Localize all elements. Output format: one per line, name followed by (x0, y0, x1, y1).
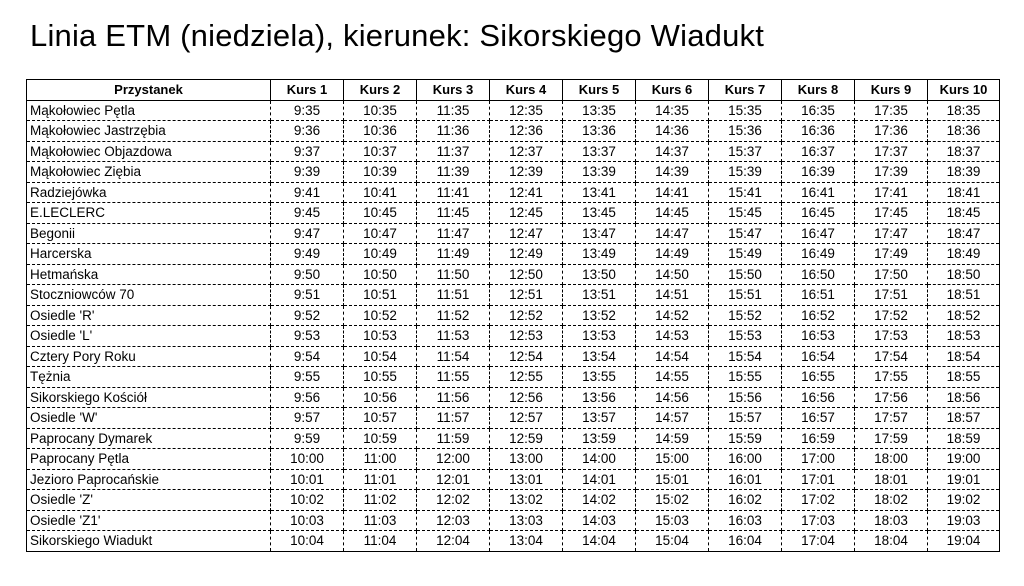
departure-time-cell: 14:56 (636, 387, 709, 408)
departure-time-cell: 16:04 (709, 531, 782, 552)
column-header-run-10: Kurs 10 (928, 80, 1000, 101)
column-header-run-7: Kurs 7 (709, 80, 782, 101)
departure-time-cell: 14:04 (563, 531, 636, 552)
departure-time-cell: 17:37 (855, 141, 928, 162)
departure-time-cell: 16:50 (782, 264, 855, 285)
departure-time-cell: 15:41 (709, 182, 782, 203)
departure-time-cell: 16:47 (782, 223, 855, 244)
departure-time-cell: 11:47 (417, 223, 490, 244)
stop-name-cell: Osiedle 'Z1' (27, 510, 271, 531)
departure-time-cell: 11:37 (417, 141, 490, 162)
departure-time-cell: 12:02 (417, 490, 490, 511)
departure-time-cell: 9:39 (271, 162, 344, 183)
departure-time-cell: 19:04 (928, 531, 1000, 552)
departure-time-cell: 18:57 (928, 408, 1000, 429)
departure-time-cell: 15:51 (709, 285, 782, 306)
departure-time-cell: 10:57 (344, 408, 417, 429)
departure-time-cell: 9:45 (271, 203, 344, 224)
departure-time-cell: 11:01 (344, 469, 417, 490)
departure-time-cell: 12:57 (490, 408, 563, 429)
departure-time-cell: 15:39 (709, 162, 782, 183)
departure-time-cell: 11:41 (417, 182, 490, 203)
stop-name-cell: Radziejówka (27, 182, 271, 203)
departure-time-cell: 18:47 (928, 223, 1000, 244)
stop-name-cell: Harcerska (27, 244, 271, 265)
departure-time-cell: 13:56 (563, 387, 636, 408)
departure-time-cell: 14:00 (563, 449, 636, 470)
table-row (27, 100, 1000, 121)
timetable-header (27, 80, 1000, 101)
departure-time-cell: 9:52 (271, 305, 344, 326)
header-row (27, 80, 1000, 101)
departure-time-cell: 10:45 (344, 203, 417, 224)
departure-time-cell: 13:53 (563, 326, 636, 347)
departure-time-cell: 14:41 (636, 182, 709, 203)
departure-time-cell: 12:55 (490, 367, 563, 388)
departure-time-cell: 17:49 (855, 244, 928, 265)
departure-time-cell: 13:57 (563, 408, 636, 429)
departure-time-cell: 14:57 (636, 408, 709, 429)
stop-name-cell: Sikorskiego Wiadukt (27, 531, 271, 552)
departure-time-cell: 19:02 (928, 490, 1000, 511)
departure-time-cell: 13:54 (563, 346, 636, 367)
departure-time-cell: 18:01 (855, 469, 928, 490)
departure-time-cell: 11:00 (344, 449, 417, 470)
departure-time-cell: 17:02 (782, 490, 855, 511)
departure-time-cell: 9:57 (271, 408, 344, 429)
departure-time-cell: 15:36 (709, 121, 782, 142)
departure-time-cell: 10:47 (344, 223, 417, 244)
departure-time-cell: 14:35 (636, 100, 709, 121)
departure-time-cell: 13:37 (563, 141, 636, 162)
table-row (27, 182, 1000, 203)
departure-time-cell: 9:37 (271, 141, 344, 162)
stop-name-cell: Mąkołowiec Ziębia (27, 162, 271, 183)
departure-time-cell: 16:41 (782, 182, 855, 203)
departure-time-cell: 17:56 (855, 387, 928, 408)
departure-time-cell: 18:53 (928, 326, 1000, 347)
table-row (27, 203, 1000, 224)
departure-time-cell: 15:01 (636, 469, 709, 490)
departure-time-cell: 17:53 (855, 326, 928, 347)
departure-time-cell: 13:00 (490, 449, 563, 470)
departure-time-cell: 13:01 (490, 469, 563, 490)
departure-time-cell: 9:54 (271, 346, 344, 367)
departure-time-cell: 17:47 (855, 223, 928, 244)
departure-time-cell: 15:47 (709, 223, 782, 244)
departure-time-cell: 10:03 (271, 510, 344, 531)
departure-time-cell: 10:00 (271, 449, 344, 470)
departure-time-cell: 14:49 (636, 244, 709, 265)
departure-time-cell: 17:35 (855, 100, 928, 121)
departure-time-cell: 18:37 (928, 141, 1000, 162)
departure-time-cell: 13:36 (563, 121, 636, 142)
departure-time-cell: 14:54 (636, 346, 709, 367)
departure-time-cell: 12:35 (490, 100, 563, 121)
departure-time-cell: 10:59 (344, 428, 417, 449)
column-header-stop: Przystanek (27, 80, 271, 101)
departure-time-cell: 12:59 (490, 428, 563, 449)
table-row (27, 408, 1000, 429)
departure-time-cell: 16:52 (782, 305, 855, 326)
departure-time-cell: 9:41 (271, 182, 344, 203)
departure-time-cell: 14:36 (636, 121, 709, 142)
departure-time-cell: 11:52 (417, 305, 490, 326)
departure-time-cell: 15:35 (709, 100, 782, 121)
stop-name-cell: Jezioro Paprocańskie (27, 469, 271, 490)
departure-time-cell: 13:51 (563, 285, 636, 306)
departure-time-cell: 10:41 (344, 182, 417, 203)
departure-time-cell: 11:54 (417, 346, 490, 367)
departure-time-cell: 14:39 (636, 162, 709, 183)
departure-time-cell: 16:57 (782, 408, 855, 429)
departure-time-cell: 15:37 (709, 141, 782, 162)
column-header-run-3: Kurs 3 (417, 80, 490, 101)
table-row (27, 326, 1000, 347)
stop-name-cell: Osiedle 'L' (27, 326, 271, 347)
departure-time-cell: 10:56 (344, 387, 417, 408)
departure-time-cell: 14:37 (636, 141, 709, 162)
stop-name-cell: Osiedle 'W' (27, 408, 271, 429)
departure-time-cell: 18:02 (855, 490, 928, 511)
departure-time-cell: 17:52 (855, 305, 928, 326)
departure-time-cell: 13:50 (563, 264, 636, 285)
departure-time-cell: 12:36 (490, 121, 563, 142)
departure-time-cell: 12:54 (490, 346, 563, 367)
departure-time-cell: 15:55 (709, 367, 782, 388)
departure-time-cell: 16:49 (782, 244, 855, 265)
departure-time-cell: 15:56 (709, 387, 782, 408)
table-row (27, 346, 1000, 367)
departure-time-cell: 11:49 (417, 244, 490, 265)
column-header-run-1: Kurs 1 (271, 80, 344, 101)
departure-time-cell: 9:53 (271, 326, 344, 347)
departure-time-cell: 13:41 (563, 182, 636, 203)
departure-time-cell: 16:59 (782, 428, 855, 449)
departure-time-cell: 18:54 (928, 346, 1000, 367)
departure-time-cell: 14:01 (563, 469, 636, 490)
departure-time-cell: 10:01 (271, 469, 344, 490)
departure-time-cell: 17:36 (855, 121, 928, 142)
departure-time-cell: 12:01 (417, 469, 490, 490)
departure-time-cell: 18:00 (855, 449, 928, 470)
departure-time-cell: 12:50 (490, 264, 563, 285)
departure-time-cell: 13:55 (563, 367, 636, 388)
departure-time-cell: 18:55 (928, 367, 1000, 388)
departure-time-cell: 13:49 (563, 244, 636, 265)
departure-time-cell: 16:54 (782, 346, 855, 367)
table-row (27, 223, 1000, 244)
departure-time-cell: 10:49 (344, 244, 417, 265)
departure-time-cell: 10:50 (344, 264, 417, 285)
table-row (27, 387, 1000, 408)
table-row (27, 367, 1000, 388)
departure-time-cell: 18:03 (855, 510, 928, 531)
departure-time-cell: 10:35 (344, 100, 417, 121)
departure-time-cell: 17:01 (782, 469, 855, 490)
departure-time-cell: 9:51 (271, 285, 344, 306)
departure-time-cell: 11:45 (417, 203, 490, 224)
column-header-run-9: Kurs 9 (855, 80, 928, 101)
departure-time-cell: 16:01 (709, 469, 782, 490)
departure-time-cell: 18:04 (855, 531, 928, 552)
table-row (27, 449, 1000, 470)
departure-time-cell: 17:57 (855, 408, 928, 429)
stop-name-cell: Tężnia (27, 367, 271, 388)
departure-time-cell: 10:37 (344, 141, 417, 162)
departure-time-cell: 11:57 (417, 408, 490, 429)
table-row (27, 531, 1000, 552)
departure-time-cell: 14:51 (636, 285, 709, 306)
column-header-run-4: Kurs 4 (490, 80, 563, 101)
departure-time-cell: 10:02 (271, 490, 344, 511)
departure-time-cell: 9:47 (271, 223, 344, 244)
departure-time-cell: 13:04 (490, 531, 563, 552)
departure-time-cell: 17:45 (855, 203, 928, 224)
departure-time-cell: 17:59 (855, 428, 928, 449)
departure-time-cell: 18:41 (928, 182, 1000, 203)
departure-time-cell: 16:36 (782, 121, 855, 142)
departure-time-cell: 11:03 (344, 510, 417, 531)
departure-time-cell: 13:35 (563, 100, 636, 121)
table-row (27, 121, 1000, 142)
departure-time-cell: 15:54 (709, 346, 782, 367)
departure-time-cell: 17:03 (782, 510, 855, 531)
departure-time-cell: 18:56 (928, 387, 1000, 408)
departure-time-cell: 18:39 (928, 162, 1000, 183)
departure-time-cell: 15:49 (709, 244, 782, 265)
table-row (27, 244, 1000, 265)
departure-time-cell: 18:51 (928, 285, 1000, 306)
table-row (27, 469, 1000, 490)
table-row (27, 490, 1000, 511)
stop-name-cell: Osiedle 'Z' (27, 490, 271, 511)
departure-time-cell: 15:50 (709, 264, 782, 285)
departure-time-cell: 12:00 (417, 449, 490, 470)
departure-time-cell: 11:35 (417, 100, 490, 121)
departure-time-cell: 16:39 (782, 162, 855, 183)
departure-time-cell: 12:49 (490, 244, 563, 265)
departure-time-cell: 15:53 (709, 326, 782, 347)
departure-time-cell: 17:41 (855, 182, 928, 203)
departure-time-cell: 16:56 (782, 387, 855, 408)
departure-time-cell: 10:55 (344, 367, 417, 388)
departure-time-cell: 13:52 (563, 305, 636, 326)
departure-time-cell: 17:54 (855, 346, 928, 367)
departure-time-cell: 10:54 (344, 346, 417, 367)
departure-time-cell: 17:39 (855, 162, 928, 183)
departure-time-cell: 14:59 (636, 428, 709, 449)
page-title: Linia ETM (niedziela), kierunek: Sikorskiego Wiadukt (30, 18, 765, 53)
departure-time-cell: 14:55 (636, 367, 709, 388)
departure-time-cell: 12:47 (490, 223, 563, 244)
departure-time-cell: 18:45 (928, 203, 1000, 224)
table-row (27, 162, 1000, 183)
departure-time-cell: 11:02 (344, 490, 417, 511)
table-row (27, 141, 1000, 162)
departure-time-cell: 18:50 (928, 264, 1000, 285)
departure-time-cell: 11:55 (417, 367, 490, 388)
departure-time-cell: 12:51 (490, 285, 563, 306)
timetable-body (27, 100, 1000, 551)
departure-time-cell: 16:51 (782, 285, 855, 306)
departure-time-cell: 16:03 (709, 510, 782, 531)
departure-time-cell: 12:37 (490, 141, 563, 162)
column-header-run-2: Kurs 2 (344, 80, 417, 101)
departure-time-cell: 14:45 (636, 203, 709, 224)
departure-time-cell: 12:41 (490, 182, 563, 203)
departure-time-cell: 19:01 (928, 469, 1000, 490)
departure-time-cell: 10:39 (344, 162, 417, 183)
departure-time-cell: 17:50 (855, 264, 928, 285)
departure-time-cell: 10:36 (344, 121, 417, 142)
departure-time-cell: 14:52 (636, 305, 709, 326)
departure-time-cell: 12:52 (490, 305, 563, 326)
departure-time-cell: 11:36 (417, 121, 490, 142)
table-row (27, 305, 1000, 326)
departure-time-cell: 13:02 (490, 490, 563, 511)
departure-time-cell: 9:50 (271, 264, 344, 285)
stop-name-cell: Hetmańska (27, 264, 271, 285)
departure-time-cell: 16:02 (709, 490, 782, 511)
stop-name-cell: Begonii (27, 223, 271, 244)
stop-name-cell: Osiedle 'R' (27, 305, 271, 326)
departure-time-cell: 18:49 (928, 244, 1000, 265)
departure-time-cell: 18:59 (928, 428, 1000, 449)
departure-time-cell: 13:59 (563, 428, 636, 449)
departure-time-cell: 12:04 (417, 531, 490, 552)
departure-time-cell: 16:37 (782, 141, 855, 162)
departure-time-cell: 11:50 (417, 264, 490, 285)
departure-time-cell: 15:59 (709, 428, 782, 449)
departure-time-cell: 13:47 (563, 223, 636, 244)
table-row (27, 264, 1000, 285)
departure-time-cell: 10:51 (344, 285, 417, 306)
departure-time-cell: 9:55 (271, 367, 344, 388)
departure-time-cell: 14:47 (636, 223, 709, 244)
departure-time-cell: 10:52 (344, 305, 417, 326)
departure-time-cell: 12:45 (490, 203, 563, 224)
departure-time-cell: 12:56 (490, 387, 563, 408)
departure-time-cell: 11:56 (417, 387, 490, 408)
departure-time-cell: 12:39 (490, 162, 563, 183)
departure-time-cell: 12:53 (490, 326, 563, 347)
stop-name-cell: Mąkołowiec Jastrzębia (27, 121, 271, 142)
departure-time-cell: 15:52 (709, 305, 782, 326)
departure-time-cell: 15:02 (636, 490, 709, 511)
departure-time-cell: 15:03 (636, 510, 709, 531)
departure-time-cell: 17:04 (782, 531, 855, 552)
departure-time-cell: 11:39 (417, 162, 490, 183)
table-row (27, 285, 1000, 306)
departure-time-cell: 16:55 (782, 367, 855, 388)
column-header-run-6: Kurs 6 (636, 80, 709, 101)
departure-time-cell: 17:00 (782, 449, 855, 470)
departure-time-cell: 9:49 (271, 244, 344, 265)
departure-time-cell: 15:45 (709, 203, 782, 224)
stop-name-cell: Paprocany Dymarek (27, 428, 271, 449)
departure-time-cell: 11:53 (417, 326, 490, 347)
departure-time-cell: 14:50 (636, 264, 709, 285)
timetable (26, 79, 1000, 552)
departure-time-cell: 14:03 (563, 510, 636, 531)
departure-time-cell: 19:03 (928, 510, 1000, 531)
departure-time-cell: 16:45 (782, 203, 855, 224)
departure-time-cell: 16:00 (709, 449, 782, 470)
departure-time-cell: 18:35 (928, 100, 1000, 121)
departure-time-cell: 13:39 (563, 162, 636, 183)
departure-time-cell: 15:04 (636, 531, 709, 552)
column-header-run-5: Kurs 5 (563, 80, 636, 101)
departure-time-cell: 10:04 (271, 531, 344, 552)
departure-time-cell: 13:45 (563, 203, 636, 224)
departure-time-cell: 16:53 (782, 326, 855, 347)
stop-name-cell: Stoczniowców 70 (27, 285, 271, 306)
departure-time-cell: 18:52 (928, 305, 1000, 326)
departure-time-cell: 9:59 (271, 428, 344, 449)
departure-time-cell: 9:36 (271, 121, 344, 142)
stop-name-cell: E.LECLERC (27, 203, 271, 224)
stop-name-cell: Mąkołowiec Objazdowa (27, 141, 271, 162)
stop-name-cell: Mąkołowiec Pętla (27, 100, 271, 121)
departure-time-cell: 11:04 (344, 531, 417, 552)
departure-time-cell: 18:36 (928, 121, 1000, 142)
departure-time-cell: 14:53 (636, 326, 709, 347)
departure-time-cell: 17:51 (855, 285, 928, 306)
departure-time-cell: 9:56 (271, 387, 344, 408)
departure-time-cell: 12:03 (417, 510, 490, 531)
table-row (27, 510, 1000, 531)
departure-time-cell: 11:59 (417, 428, 490, 449)
departure-time-cell: 15:57 (709, 408, 782, 429)
departure-time-cell: 13:03 (490, 510, 563, 531)
departure-time-cell: 11:51 (417, 285, 490, 306)
departure-time-cell: 17:55 (855, 367, 928, 388)
departure-time-cell: 10:53 (344, 326, 417, 347)
departure-time-cell: 14:02 (563, 490, 636, 511)
column-header-run-8: Kurs 8 (782, 80, 855, 101)
departure-time-cell: 16:35 (782, 100, 855, 121)
stop-name-cell: Sikorskiego Kościół (27, 387, 271, 408)
stop-name-cell: Cztery Pory Roku (27, 346, 271, 367)
departure-time-cell: 15:00 (636, 449, 709, 470)
departure-time-cell: 9:35 (271, 100, 344, 121)
table-row (27, 428, 1000, 449)
stop-name-cell: Paprocany Pętla (27, 449, 271, 470)
departure-time-cell: 19:00 (928, 449, 1000, 470)
